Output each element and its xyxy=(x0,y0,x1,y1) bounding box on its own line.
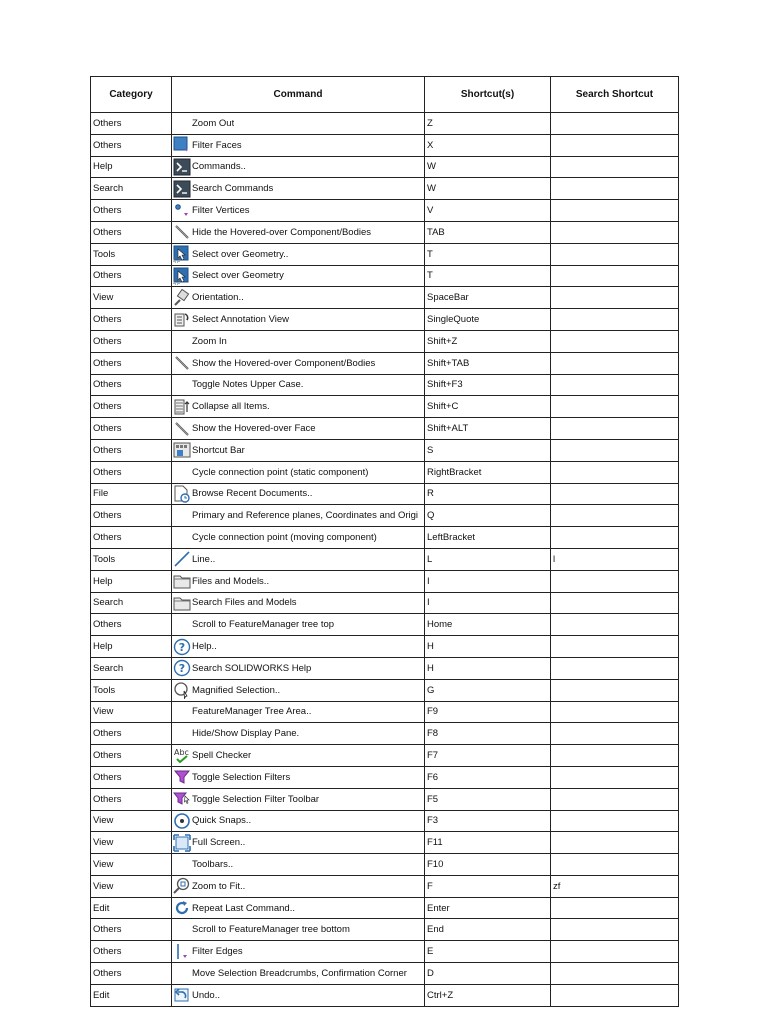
command-label: Scroll to FeatureManager tree top xyxy=(192,619,335,631)
command-cell xyxy=(172,461,425,483)
category-cell: Tools xyxy=(91,679,172,701)
shortcut-cell: F6 xyxy=(425,766,551,788)
shortcut-cell: G xyxy=(425,679,551,701)
category-cell: Others xyxy=(91,439,172,461)
command-label: Filter Vertices xyxy=(192,205,250,217)
svg-text:Abc: Abc xyxy=(174,747,189,757)
table-row xyxy=(91,178,679,200)
category-cell: Edit xyxy=(91,984,172,1006)
search-shortcut-cell xyxy=(551,963,679,985)
shortcut-cell: S xyxy=(425,439,551,461)
category-cell: Others xyxy=(91,723,172,745)
category-cell: Others xyxy=(91,374,172,396)
command-label: Shortcut Bar xyxy=(192,444,245,456)
shortcut-cell: Z xyxy=(425,113,551,135)
select-geometry-icon xyxy=(173,245,191,263)
command-cell xyxy=(172,984,425,1006)
command-cell xyxy=(172,723,425,745)
selection-filter-icon xyxy=(173,768,191,786)
icon-placeholder xyxy=(173,725,191,743)
shortcut-cell: E xyxy=(425,941,551,963)
category-cell: Others xyxy=(91,461,172,483)
search-shortcut-cell xyxy=(551,832,679,854)
command-cell xyxy=(172,745,425,767)
shortcut-cell: LeftBracket xyxy=(425,527,551,549)
table-row xyxy=(91,221,679,243)
terminal-icon xyxy=(173,158,191,176)
command-label: Quick Snaps.. xyxy=(192,815,252,827)
command-label: Repeat Last Command.. xyxy=(192,902,295,914)
shortcut-cell: L xyxy=(425,548,551,570)
table-row xyxy=(91,592,679,614)
search-shortcut-cell xyxy=(551,505,679,527)
icon-placeholder xyxy=(173,376,191,394)
table-row xyxy=(91,418,679,440)
header-row xyxy=(91,77,679,113)
category-cell: Others xyxy=(91,352,172,374)
table-row xyxy=(91,636,679,658)
category-cell: Others xyxy=(91,265,172,287)
shortcut-cell: F7 xyxy=(425,745,551,767)
search-shortcut-cell xyxy=(551,570,679,592)
command-cell xyxy=(172,919,425,941)
search-shortcut-cell xyxy=(551,679,679,701)
command-cell xyxy=(172,810,425,832)
annotation-view-icon xyxy=(173,311,191,329)
folder-icon xyxy=(173,572,191,590)
magnified-selection-icon xyxy=(173,681,191,699)
shortcut-cell: R xyxy=(425,483,551,505)
shortcut-cell: TAB xyxy=(425,221,551,243)
command-cell xyxy=(172,897,425,919)
search-shortcut-cell xyxy=(551,657,679,679)
search-shortcut-cell xyxy=(551,374,679,396)
category-cell: Others xyxy=(91,200,172,222)
icon-placeholder xyxy=(173,616,191,634)
command-label: Zoom Out xyxy=(192,117,235,129)
table-row xyxy=(91,766,679,788)
command-cell xyxy=(172,483,425,505)
selection-filter-toolbar-icon xyxy=(173,790,191,808)
command-cell xyxy=(172,396,425,418)
table-row xyxy=(91,679,679,701)
category-cell: Others xyxy=(91,396,172,418)
filter-edges-icon xyxy=(173,943,191,961)
command-cell xyxy=(172,832,425,854)
zoom-to-fit-icon xyxy=(173,877,191,895)
table-row xyxy=(91,352,679,374)
category-cell: Others xyxy=(91,745,172,767)
table-row xyxy=(91,854,679,876)
command-cell xyxy=(172,941,425,963)
hide-hovered-icon xyxy=(173,223,191,241)
search-shortcut-cell xyxy=(551,461,679,483)
command-label: Help.. xyxy=(192,641,217,653)
command-label: Select over Geometry xyxy=(192,270,284,282)
command-cell xyxy=(172,548,425,570)
shortcut-cell: F9 xyxy=(425,701,551,723)
table-row xyxy=(91,701,679,723)
shortcut-cell: SingleQuote xyxy=(425,309,551,331)
table-row xyxy=(91,265,679,287)
command-cell xyxy=(172,418,425,440)
command-cell xyxy=(172,636,425,658)
help-icon xyxy=(173,638,191,656)
category-cell: Edit xyxy=(91,897,172,919)
quick-snaps-icon xyxy=(173,812,191,830)
category-cell: Help xyxy=(91,636,172,658)
category-cell: View xyxy=(91,832,172,854)
table-row xyxy=(91,745,679,767)
icon-placeholder xyxy=(173,921,191,939)
command-label: Browse Recent Documents.. xyxy=(192,488,313,500)
search-shortcut-cell xyxy=(551,352,679,374)
search-shortcut-cell xyxy=(551,330,679,352)
shortcut-cell: I xyxy=(425,570,551,592)
category-cell: Others xyxy=(91,963,172,985)
icon-placeholder xyxy=(173,855,191,873)
filter-faces-icon xyxy=(173,136,191,154)
command-cell xyxy=(172,614,425,636)
search-shortcut-cell xyxy=(551,592,679,614)
category-cell: File xyxy=(91,483,172,505)
search-shortcut-cell xyxy=(551,854,679,876)
category-cell: Others xyxy=(91,221,172,243)
category-cell: Others xyxy=(91,941,172,963)
command-label: Filter Faces xyxy=(192,139,242,151)
search-shortcut-cell xyxy=(551,156,679,178)
command-label: Zoom to Fit.. xyxy=(192,880,246,892)
line-icon xyxy=(173,550,191,568)
table-row xyxy=(91,984,679,1006)
search-shortcut-cell xyxy=(551,221,679,243)
shortcut-cell: Shift+ALT xyxy=(425,418,551,440)
help-icon xyxy=(173,659,191,677)
command-cell xyxy=(172,156,425,178)
search-shortcut-cell xyxy=(551,287,679,309)
search-shortcut-cell xyxy=(551,483,679,505)
shortcut-cell: V xyxy=(425,200,551,222)
shortcut-cell: F5 xyxy=(425,788,551,810)
table-row xyxy=(91,200,679,222)
filter-vertices-icon xyxy=(173,202,191,220)
shortcut-cell: I xyxy=(425,592,551,614)
command-cell xyxy=(172,439,425,461)
shortcut-cell: F xyxy=(425,875,551,897)
search-shortcut-cell xyxy=(551,919,679,941)
command-cell xyxy=(172,570,425,592)
category-cell: Others xyxy=(91,527,172,549)
shortcut-cell: F10 xyxy=(425,854,551,876)
full-screen-icon xyxy=(173,834,191,852)
command-cell xyxy=(172,178,425,200)
orientation-icon xyxy=(173,289,191,307)
command-cell xyxy=(172,113,425,135)
command-cell xyxy=(172,374,425,396)
table-row xyxy=(91,505,679,527)
search-shortcut-cell xyxy=(551,810,679,832)
table-row xyxy=(91,243,679,265)
category-cell: View xyxy=(91,701,172,723)
shortcut-cell: F11 xyxy=(425,832,551,854)
svg-text:?: ? xyxy=(178,662,186,676)
command-cell xyxy=(172,505,425,527)
table-row xyxy=(91,330,679,352)
category-cell: Search xyxy=(91,178,172,200)
command-label: Search Commands xyxy=(192,183,274,195)
search-shortcut-cell xyxy=(551,396,679,418)
table-row xyxy=(91,875,679,897)
category-cell: View xyxy=(91,875,172,897)
search-shortcut-cell xyxy=(551,941,679,963)
repeat-command-icon xyxy=(173,899,191,917)
command-label: Primary and Reference planes, Coordinates and Origi xyxy=(192,510,419,522)
table-row xyxy=(91,723,679,745)
command-label: Move Selection Breadcrumbs, Confirmation Corner xyxy=(192,967,407,979)
search-shortcut-cell xyxy=(551,788,679,810)
command-label: Show the Hovered-over Component/Bodies xyxy=(192,357,376,369)
search-shortcut-cell xyxy=(551,527,679,549)
category-cell: Others xyxy=(91,113,172,135)
table-row xyxy=(91,134,679,156)
command-cell xyxy=(172,309,425,331)
command-label: Files and Models.. xyxy=(192,575,270,587)
folder-icon xyxy=(173,594,191,612)
search-shortcut-cell xyxy=(551,723,679,745)
table-row xyxy=(91,439,679,461)
command-label: Select Annotation View xyxy=(192,314,290,326)
select-geometry-icon xyxy=(173,267,191,285)
search-shortcut-cell xyxy=(551,766,679,788)
category-cell: Others xyxy=(91,505,172,527)
command-cell xyxy=(172,134,425,156)
shortcut-cell: H xyxy=(425,636,551,658)
command-label: Hide the Hovered-over Component/Bodies xyxy=(192,226,372,238)
command-cell xyxy=(172,330,425,352)
command-cell xyxy=(172,963,425,985)
category-cell: Help xyxy=(91,570,172,592)
command-label: Scroll to FeatureManager tree bottom xyxy=(192,924,350,936)
search-shortcut-cell xyxy=(551,745,679,767)
command-cell xyxy=(172,527,425,549)
shortcut-cell: Home xyxy=(425,614,551,636)
command-label: Zoom In xyxy=(192,335,227,347)
table-row xyxy=(91,810,679,832)
shortcut-cell: F3 xyxy=(425,810,551,832)
table-row xyxy=(91,309,679,331)
search-shortcut-cell xyxy=(551,265,679,287)
command-label: Select over Geometry.. xyxy=(192,248,289,260)
hide-hovered-icon xyxy=(173,420,191,438)
command-label: Undo.. xyxy=(192,989,220,1001)
icon-placeholder xyxy=(173,114,191,132)
table-row xyxy=(91,657,679,679)
shortcut-cell: Shift+F3 xyxy=(425,374,551,396)
category-cell: Search xyxy=(91,657,172,679)
table-row xyxy=(91,461,679,483)
spell-checker-icon xyxy=(173,747,191,765)
shortcut-cell: Enter xyxy=(425,897,551,919)
category-cell: Help xyxy=(91,156,172,178)
command-cell xyxy=(172,287,425,309)
command-label: Collapse all Items. xyxy=(192,401,270,413)
icon-placeholder xyxy=(173,507,191,525)
table-row xyxy=(91,396,679,418)
table-body xyxy=(91,113,679,1007)
header-search-shortcut: Search Shortcut xyxy=(551,77,679,113)
command-label: Magnified Selection.. xyxy=(192,684,281,696)
search-shortcut-cell xyxy=(551,614,679,636)
command-label: Toggle Selection Filter Toolbar xyxy=(192,793,320,805)
command-label: Hide/Show Display Pane. xyxy=(192,728,300,740)
table-row xyxy=(91,941,679,963)
shortcut-cell: D xyxy=(425,963,551,985)
shortcut-cell: T xyxy=(425,243,551,265)
search-shortcut-cell xyxy=(551,636,679,658)
command-label: Cycle connection point (static component) xyxy=(192,466,369,478)
command-label: Toolbars.. xyxy=(192,858,234,870)
shortcut-cell: Shift+TAB xyxy=(425,352,551,374)
command-label: Orientation.. xyxy=(192,292,244,304)
shortcut-bar-icon xyxy=(173,441,191,459)
command-label: Search SOLIDWORKS Help xyxy=(192,662,312,674)
category-cell: Others xyxy=(91,309,172,331)
command-label: Line.. xyxy=(192,553,216,565)
table-row xyxy=(91,548,679,570)
icon-placeholder xyxy=(173,463,191,481)
command-label: Commands.. xyxy=(192,161,246,173)
table-row xyxy=(91,897,679,919)
search-shortcut-cell xyxy=(551,701,679,723)
command-label: Spell Checker xyxy=(192,750,252,761)
command-label: Show the Hovered-over Face xyxy=(192,423,316,435)
search-shortcut-cell xyxy=(551,897,679,919)
command-cell xyxy=(172,221,425,243)
category-cell: Others xyxy=(91,614,172,636)
command-label: Filter Edges xyxy=(192,946,243,958)
table-row xyxy=(91,156,679,178)
table-row xyxy=(91,287,679,309)
category-cell: Tools xyxy=(91,548,172,570)
category-cell: Others xyxy=(91,766,172,788)
shortcut-cell: T xyxy=(425,265,551,287)
category-cell: Others xyxy=(91,788,172,810)
command-cell xyxy=(172,875,425,897)
command-label: FeatureManager Tree Area.. xyxy=(192,706,312,718)
command-label: Toggle Selection Filters xyxy=(192,771,291,783)
table-row xyxy=(91,614,679,636)
search-shortcut-cell xyxy=(551,418,679,440)
category-cell: View xyxy=(91,287,172,309)
command-cell xyxy=(172,788,425,810)
icon-placeholder xyxy=(173,964,191,982)
command-label: Toggle Notes Upper Case. xyxy=(192,379,304,391)
command-cell xyxy=(172,592,425,614)
command-label: Cycle connection point (moving component) xyxy=(192,532,377,544)
icon-placeholder xyxy=(173,703,191,721)
table-row xyxy=(91,374,679,396)
command-cell xyxy=(172,854,425,876)
table-row xyxy=(91,832,679,854)
shortcut-cell: Ctrl+Z xyxy=(425,984,551,1006)
header-category: Category xyxy=(91,77,172,113)
command-cell xyxy=(172,352,425,374)
table-row xyxy=(91,570,679,592)
command-cell xyxy=(172,766,425,788)
svg-text:?: ? xyxy=(178,640,186,654)
table-row xyxy=(91,919,679,941)
category-cell: Others xyxy=(91,134,172,156)
category-cell: View xyxy=(91,854,172,876)
shortcut-cell: Shift+Z xyxy=(425,330,551,352)
search-shortcut-cell: zf xyxy=(551,875,679,897)
search-shortcut-cell xyxy=(551,113,679,135)
search-shortcut-cell xyxy=(551,984,679,1006)
shortcut-cell: Q xyxy=(425,505,551,527)
table-row xyxy=(91,483,679,505)
command-cell xyxy=(172,657,425,679)
category-cell: View xyxy=(91,810,172,832)
collapse-items-icon xyxy=(173,398,191,416)
table-row xyxy=(91,527,679,549)
shortcut-cell: Shift+C xyxy=(425,396,551,418)
header-command: Command xyxy=(172,77,425,113)
table-row xyxy=(91,963,679,985)
shortcut-cell: W xyxy=(425,156,551,178)
icon-placeholder xyxy=(173,332,191,350)
hide-hovered-icon xyxy=(173,354,191,372)
command-cell xyxy=(172,679,425,701)
recent-documents-icon xyxy=(173,485,191,503)
search-shortcut-cell xyxy=(551,439,679,461)
shortcut-cell: SpaceBar xyxy=(425,287,551,309)
command-cell xyxy=(172,200,425,222)
table-row xyxy=(91,788,679,810)
header-shortcuts: Shortcut(s) xyxy=(425,77,551,113)
shortcut-cell: X xyxy=(425,134,551,156)
command-cell xyxy=(172,265,425,287)
icon-placeholder xyxy=(173,529,191,547)
search-shortcut-cell xyxy=(551,243,679,265)
shortcut-cell: H xyxy=(425,657,551,679)
search-shortcut-cell xyxy=(551,134,679,156)
search-shortcut-cell: l xyxy=(551,548,679,570)
undo-icon xyxy=(173,986,191,1004)
shortcut-cell: RightBracket xyxy=(425,461,551,483)
category-cell: Others xyxy=(91,418,172,440)
command-label: Full Screen.. xyxy=(192,837,246,849)
shortcut-cell: End xyxy=(425,919,551,941)
terminal-icon xyxy=(173,180,191,198)
command-cell xyxy=(172,701,425,723)
search-shortcut-cell xyxy=(551,178,679,200)
category-cell: Others xyxy=(91,919,172,941)
search-shortcut-cell xyxy=(551,309,679,331)
table-row xyxy=(91,113,679,135)
category-cell: Others xyxy=(91,330,172,352)
shortcut-cell: F8 xyxy=(425,723,551,745)
shortcut-table xyxy=(90,76,679,1007)
command-label: Search Files and Models xyxy=(192,597,297,609)
shortcut-cell: W xyxy=(425,178,551,200)
category-cell: Tools xyxy=(91,243,172,265)
search-shortcut-cell xyxy=(551,200,679,222)
category-cell: Search xyxy=(91,592,172,614)
command-cell xyxy=(172,243,425,265)
